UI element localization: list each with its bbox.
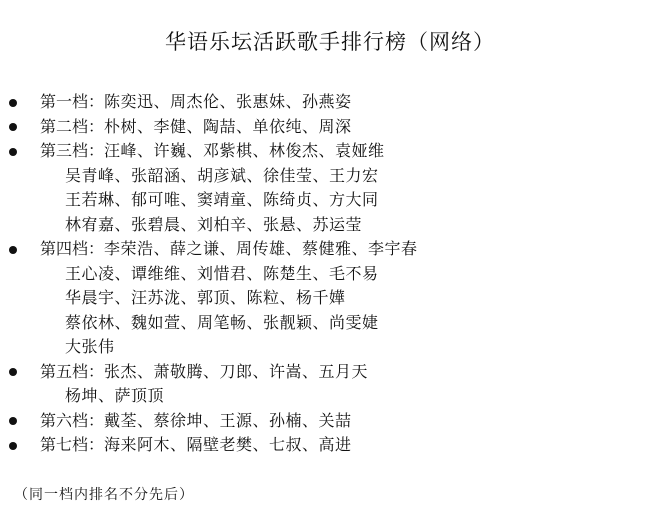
tier-line (0, 409, 660, 434)
tier-continuation-line (0, 262, 660, 287)
tier-label: 第一档： (40, 92, 105, 111)
singer-names: 吴青峰、张韶涵、胡彦斌、徐佳莹、王力宏 (65, 165, 379, 185)
tier-continuation-line (0, 213, 660, 238)
tier-label: 第五档： (40, 361, 105, 381)
singer-names: 陈奕迅、周杰伦、张惠妹、孙燕姿 (104, 92, 352, 111)
tier-label: 第二档： (40, 116, 105, 136)
singer-names: 张杰、萧敬腾、刀郎、许嵩、五月天 (104, 361, 369, 381)
tier-block (0, 409, 660, 434)
tier-block (0, 90, 660, 115)
tier-line (0, 90, 660, 115)
tier-line (0, 360, 660, 385)
singer-names: 戴荃、蔡徐坤、王源、孙楠、关喆 (104, 410, 352, 430)
singer-names: 王若琳、郁可唯、窦靖童、陈绮贞、方大同 (65, 190, 379, 209)
tier-label: 第六档： (40, 410, 105, 430)
tier-line (0, 433, 660, 458)
singer-names: 华晨宇、汪苏泷、郭顶、陈粒、杨千嬅 (65, 288, 346, 307)
singer-names: 朴树、李健、陶喆、单依纯、周深 (104, 116, 352, 136)
tier-continuation-line (0, 164, 660, 189)
tier-line (0, 115, 660, 140)
tier-label: 第三档： (40, 141, 105, 160)
tier-continuation-line (0, 384, 660, 409)
singer-names: 汪峰、许巍、邓紫棋、林俊杰、袁娅维 (104, 141, 385, 160)
bullet-icon (9, 246, 17, 254)
tier-line (0, 237, 660, 262)
singer-names: 海来阿木、隔壁老樊、七叔、高进 (104, 435, 352, 454)
tier-list (0, 90, 660, 458)
tier-block (0, 360, 660, 409)
page-title: 华语乐坛活跃歌手排行榜（网络） (165, 30, 495, 54)
singer-names: 蔡依林、魏如萱、周笔畅、张靓颖、尚雯婕 (65, 312, 379, 332)
singer-names: 杨坤、萨顶顶 (65, 386, 165, 405)
singer-names: 林宥嘉、张碧晨、刘柏辛、张悬、苏运莹 (65, 214, 363, 234)
singer-names: 李荣浩、薛之谦、周传雄、蔡健雅、李宇春 (104, 239, 418, 258)
tier-continuation-line (0, 286, 660, 311)
bullet-icon (9, 99, 17, 107)
tier-block (0, 433, 660, 458)
tier-continuation-line (0, 311, 660, 336)
bullet-icon (9, 368, 17, 376)
tier-label: 第七档： (40, 435, 105, 454)
tier-continuation-line (0, 335, 660, 360)
singer-names: 大张伟 (65, 337, 115, 356)
tier-label: 第四档： (40, 239, 105, 258)
bullet-icon (9, 123, 17, 131)
tier-continuation-line (0, 188, 660, 213)
tier-line (0, 139, 660, 164)
singer-names: 王心凌、谭维维、刘惜君、陈楚生、毛不易 (65, 263, 379, 283)
bullet-icon (9, 442, 17, 450)
tier-block (0, 139, 660, 237)
footnote: （同一档内排名不分先后） (14, 487, 194, 503)
bullet-icon (9, 417, 17, 425)
bullet-icon (9, 148, 17, 156)
tier-block (0, 115, 660, 140)
tier-block (0, 237, 660, 360)
